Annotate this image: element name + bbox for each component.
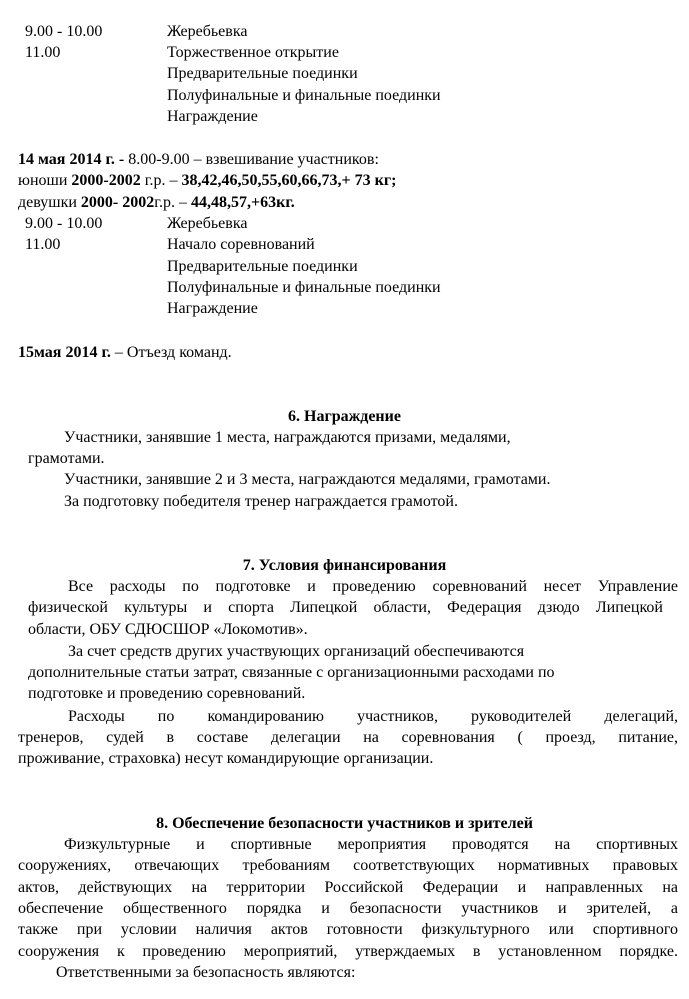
paragraph-line: подготовке и проведению соревнований. — [28, 685, 306, 702]
schedule-row — [0, 213, 689, 234]
schedule-time: 9.00 - 10.00 — [25, 23, 103, 40]
day-14-date: 14 мая 2014 г. - — [18, 151, 129, 168]
section-6-title: 6. Награждение — [288, 408, 401, 425]
paragraph-line: Участники, занявшие 2 и 3 места, награждаются медалями, грамотами. — [64, 471, 551, 488]
schedule-event: Полуфинальные и финальные поединки — [167, 87, 441, 104]
paragraph-line: проживание, страховка) несут командирующие организации. — [18, 750, 434, 767]
schedule-row — [0, 277, 689, 298]
schedule-event: Полуфинальные и финальные поединки — [167, 279, 441, 296]
schedule-row — [0, 234, 689, 255]
boys-weights: 38,42,46,50,55,60,66,73,+ 73 кг; — [181, 172, 397, 189]
section-7-title: 7. Условия финансирования — [242, 557, 447, 574]
schedule-event: Награждение — [167, 300, 258, 317]
paragraph-line: грамотами. — [28, 450, 105, 467]
boys-categories: юноши 2000-2002 г.р. – 38,42,46,50,55,60,66,73,+ 73 кг; — [18, 172, 397, 189]
paragraph-line: тренеров, судей в составе делегации на соревнования ( проезд, питание, — [18, 729, 678, 746]
paragraph-line: сооружения к проведению мероприятий, утверждаемых в установленном порядке. — [18, 943, 678, 960]
schedule-event: Жеребьевка — [167, 215, 248, 232]
day-15-departure: 15мая 2014 г. – Отъезд команд. — [18, 344, 232, 361]
schedule-event: Награждение — [167, 108, 258, 125]
paragraph-line: Участники, занявшие 1 места, награждаются призами, медалями, — [64, 429, 511, 446]
paragraph-line: Физкультурные и спортивные мероприятия проводятся на спортивных — [64, 836, 678, 853]
paragraph-line: области, ОБУ СДЮСШОР «Локомотив». — [28, 621, 308, 638]
day-15-date: 15мая 2014 г. — [18, 344, 111, 361]
schedule-row — [0, 85, 689, 106]
schedule-event: Предварительные поединки — [167, 65, 358, 82]
schedule-time: 9.00 - 10.00 — [25, 215, 103, 232]
paragraph-line: сооружениях, отвечающих требованиям соответствующих нормативных правовых — [18, 857, 678, 874]
schedule-event: Жеребьевка — [167, 23, 248, 40]
schedule-time: 11.00 — [25, 44, 61, 61]
girls-weights: 44,48,57,+63кг. — [191, 194, 295, 211]
schedule-row — [0, 256, 689, 277]
paragraph-line: За подготовку победителя тренер награждается грамотой. — [64, 493, 458, 510]
schedule-event: Начало соревнований — [167, 236, 315, 253]
day-14-weigh-in — [18, 149, 379, 170]
schedule-event: Предварительные поединки — [167, 258, 358, 275]
schedule-row — [0, 106, 689, 127]
schedule-row — [0, 63, 689, 84]
paragraph-line: Ответственными за безопасность являются: — [56, 964, 356, 981]
paragraph-line: актов, действующих на территории Российской Федерации и направленных на — [18, 879, 678, 896]
schedule-time: 11.00 — [25, 236, 61, 253]
paragraph-line: обеспечение общественного порядка и безопасности участников и зрителей, а — [18, 900, 678, 917]
schedule-row — [0, 42, 689, 63]
weigh-in-text: 8.00-9.00 – взвешивание участников: — [128, 151, 379, 168]
paragraph-line: Все расходы по подготовке и проведению соревнований несет Управление — [68, 578, 678, 595]
girls-categories: девушки 2000- 2002г.р. – 44,48,57,+63кг. — [18, 194, 295, 211]
paragraph-line: За счет средств других участвующих организаций обеспечиваются — [68, 643, 525, 660]
schedule-row — [0, 298, 689, 319]
schedule-row — [0, 21, 689, 42]
paragraph-line: дополнительные статьи затрат, связанные с организационными расходами по — [28, 664, 555, 681]
section-8-title: 8. Обеспечение безопасности участников и зрителей — [156, 815, 533, 832]
paragraph-line: также при условии наличия актов готовности физкультурного или спортивного — [18, 921, 678, 938]
paragraph-line: физической культуры и спорта Липецкой области, Федерация дзюдо Липецкой — [28, 599, 663, 616]
paragraph-line: Расходы по командированию участников, руководителей делегаций, — [68, 708, 678, 725]
schedule-event: Торжественное открытие — [167, 44, 339, 61]
